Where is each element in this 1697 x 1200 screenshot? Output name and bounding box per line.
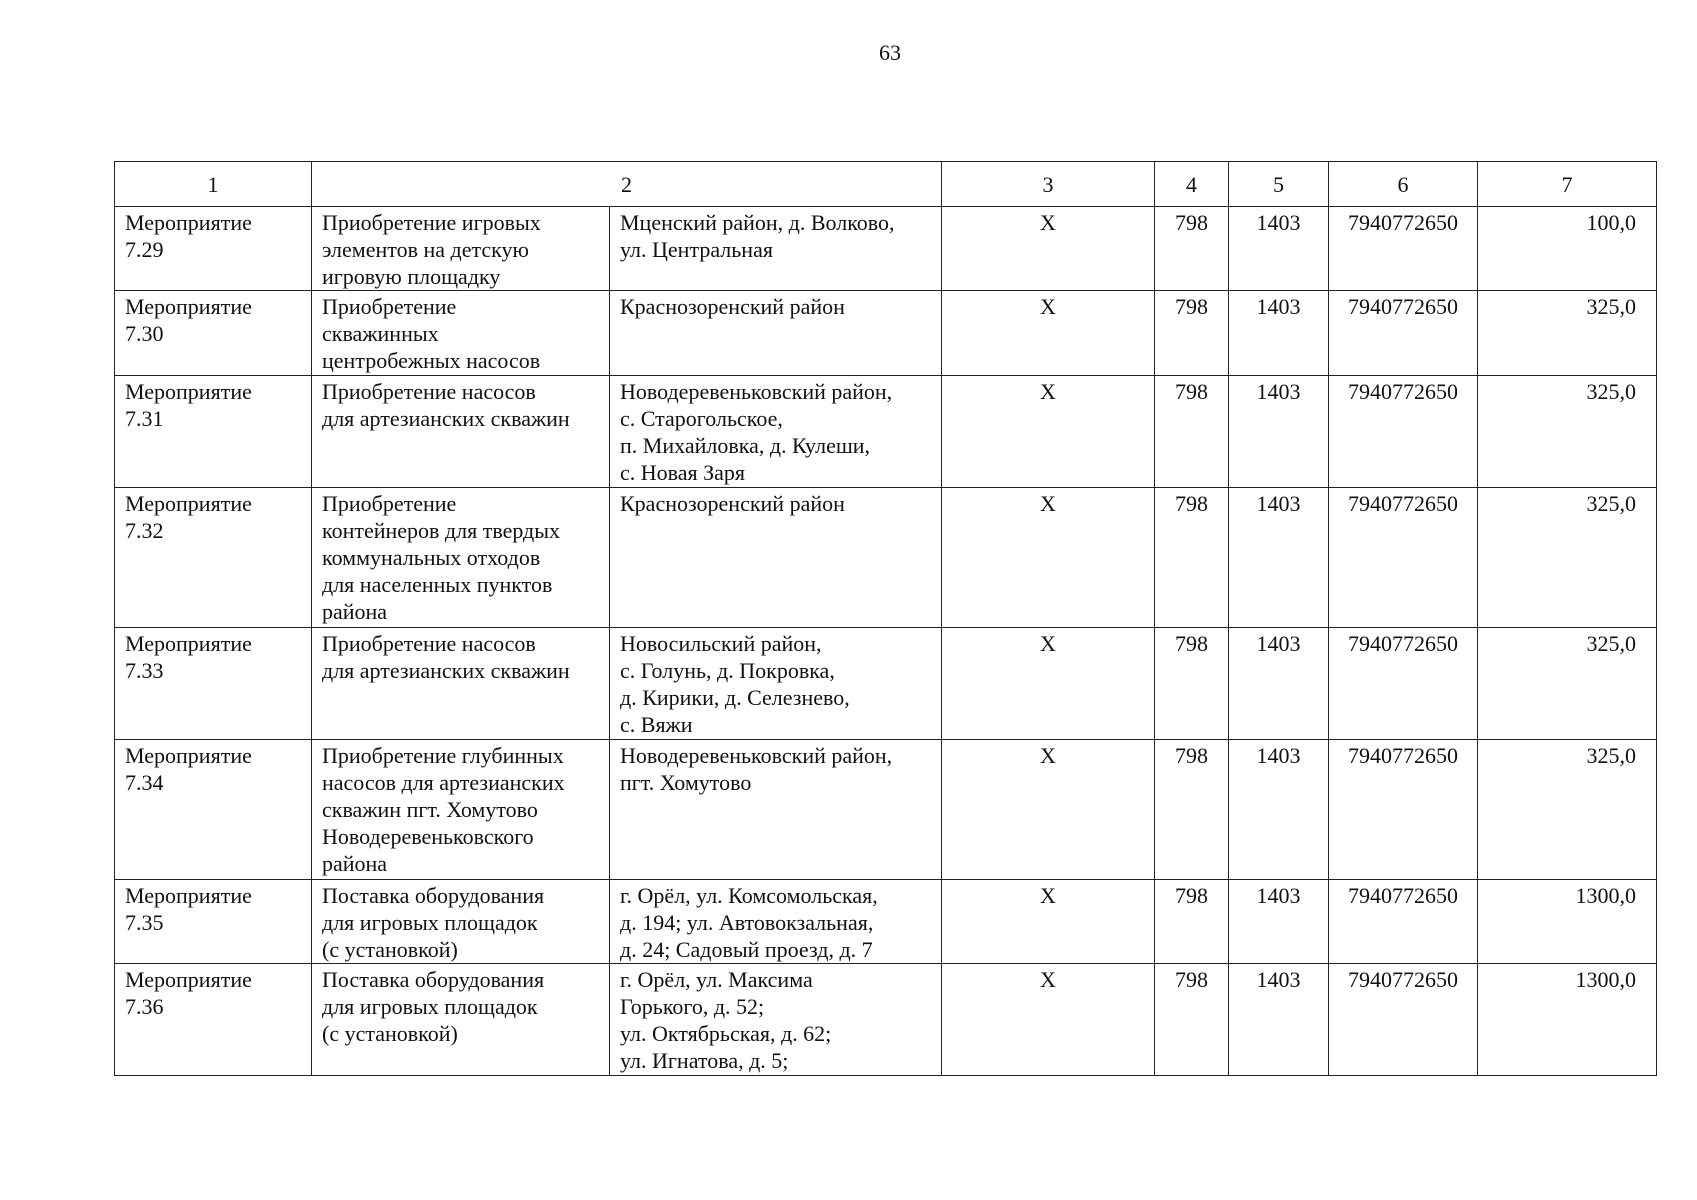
- col6-cell: 7940772650: [1329, 964, 1478, 1076]
- header-cell: 7: [1478, 162, 1657, 207]
- col7-cell: 100,0: [1478, 207, 1657, 291]
- header-cell: 1: [115, 162, 312, 207]
- description-cell: Поставка оборудования для игровых площадок (с установкой): [312, 880, 610, 964]
- page-number: 63: [879, 40, 901, 65]
- location-cell: Краснозоренский район: [610, 291, 942, 376]
- col7-cell: 325,0: [1478, 488, 1657, 628]
- col4-cell: 798: [1155, 488, 1229, 628]
- col3-cell: Х: [942, 740, 1155, 880]
- col7-cell: 325,0: [1478, 628, 1657, 740]
- col7-cell: 1300,0: [1478, 964, 1657, 1076]
- description-cell: Приобретение насосов для артезианских скважин: [312, 628, 610, 740]
- col6-cell: 7940772650: [1329, 291, 1478, 376]
- description-cell: Приобретение насосов для артезианских скважин: [312, 376, 610, 488]
- col7-cell: 1300,0: [1478, 880, 1657, 964]
- col5-cell: 1403: [1229, 207, 1329, 291]
- col3-cell: Х: [942, 207, 1155, 291]
- col6-cell: 7940772650: [1329, 880, 1478, 964]
- location-cell: Новосильский район, с. Голунь, д. Покровка, д. Кирики, д. Селезнево, с. Вяжи: [610, 628, 942, 740]
- location-cell: Новодеревеньковский район, пгт. Хомутово: [610, 740, 942, 880]
- col5-cell: 1403: [1229, 740, 1329, 880]
- budget-table: [114, 161, 1657, 1076]
- table-row: [115, 964, 1657, 1076]
- event-cell: Мероприятие 7.34: [115, 740, 312, 880]
- table-row: [115, 880, 1657, 964]
- event-cell: Мероприятие 7.35: [115, 880, 312, 964]
- description-cell: Приобретение глубинных насосов для артезианских скважин пгт. Хомутово Новодеревеньковского района: [312, 740, 610, 880]
- location-cell: г. Орёл, ул. Комсомольская, д. 194; ул. Автовокзальная, д. 24; Садовый проезд, д. 7: [610, 880, 942, 964]
- col4-cell: 798: [1155, 376, 1229, 488]
- col6-cell: 7940772650: [1329, 740, 1478, 880]
- description-cell: Приобретение скважинных центробежных насосов: [312, 291, 610, 376]
- col5-cell: 1403: [1229, 291, 1329, 376]
- col4-cell: 798: [1155, 628, 1229, 740]
- description-cell: Поставка оборудования для игровых площадок (с установкой): [312, 964, 610, 1076]
- table-row: [115, 291, 1657, 376]
- col6-cell: 7940772650: [1329, 207, 1478, 291]
- col7-cell: 325,0: [1478, 376, 1657, 488]
- table-row: [115, 628, 1657, 740]
- location-cell: Новодеревеньковский район, с. Старогольское, п. Михайловка, д. Кулеши, с. Новая Заря: [610, 376, 942, 488]
- col3-cell: Х: [942, 376, 1155, 488]
- col7-cell: 325,0: [1478, 740, 1657, 880]
- event-cell: Мероприятие 7.36: [115, 964, 312, 1076]
- col4-cell: 798: [1155, 740, 1229, 880]
- table-row: [115, 488, 1657, 628]
- col4-cell: 798: [1155, 207, 1229, 291]
- col3-cell: Х: [942, 488, 1155, 628]
- col3-cell: Х: [942, 964, 1155, 1076]
- location-cell: Мценский район, д. Волково, ул. Центральная: [610, 207, 942, 291]
- col3-cell: Х: [942, 291, 1155, 376]
- event-cell: Мероприятие 7.31: [115, 376, 312, 488]
- col5-cell: 1403: [1229, 880, 1329, 964]
- col5-cell: 1403: [1229, 376, 1329, 488]
- table-row: [115, 207, 1657, 291]
- header-cell: 6: [1329, 162, 1478, 207]
- table-row: [115, 376, 1657, 488]
- event-cell: Мероприятие 7.29: [115, 207, 312, 291]
- event-cell: Мероприятие 7.32: [115, 488, 312, 628]
- event-cell: Мероприятие 7.30: [115, 291, 312, 376]
- col5-cell: 1403: [1229, 628, 1329, 740]
- header-cell: 5: [1229, 162, 1329, 207]
- col4-cell: 798: [1155, 880, 1229, 964]
- location-cell: г. Орёл, ул. Максима Горького, д. 52; ул. Октябрьская, д. 62; ул. Игнатова, д. 5;: [610, 964, 942, 1076]
- col4-cell: 798: [1155, 291, 1229, 376]
- col6-cell: 7940772650: [1329, 376, 1478, 488]
- col5-cell: 1403: [1229, 488, 1329, 628]
- col6-cell: 7940772650: [1329, 488, 1478, 628]
- description-cell: Приобретение контейнеров для твердых коммунальных отходов для населенных пунктов района: [312, 488, 610, 628]
- col5-cell: 1403: [1229, 964, 1329, 1076]
- header-cell: 4: [1155, 162, 1229, 207]
- col3-cell: Х: [942, 880, 1155, 964]
- table-header-row: [115, 162, 1657, 207]
- table-row: [115, 740, 1657, 880]
- description-cell: Приобретение игровых элементов на детскую игровую площадку: [312, 207, 610, 291]
- col3-cell: Х: [942, 628, 1155, 740]
- col4-cell: 798: [1155, 964, 1229, 1076]
- col7-cell: 325,0: [1478, 291, 1657, 376]
- col6-cell: 7940772650: [1329, 628, 1478, 740]
- location-cell: Краснозоренский район: [610, 488, 942, 628]
- header-cell: 2: [312, 162, 942, 207]
- event-cell: Мероприятие 7.33: [115, 628, 312, 740]
- header-cell: 3: [942, 162, 1155, 207]
